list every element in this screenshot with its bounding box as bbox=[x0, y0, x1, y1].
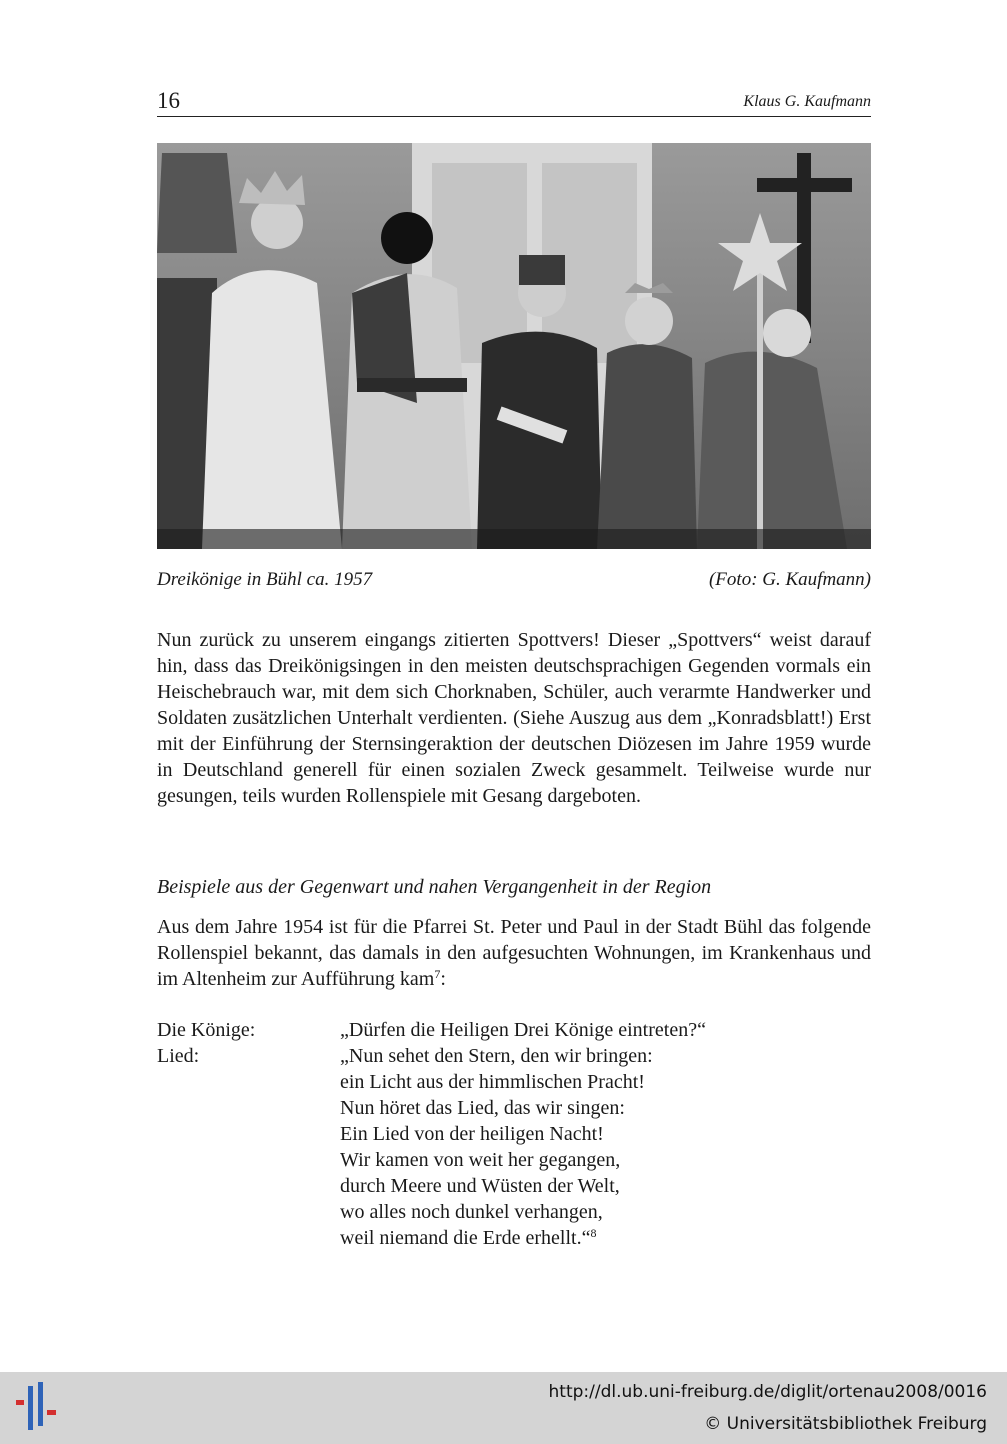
play-script bbox=[157, 1017, 706, 1251]
library-footer bbox=[0, 1372, 1007, 1444]
script-speaker-song: Lied: bbox=[157, 1045, 200, 1067]
photo-figure-3 bbox=[477, 332, 602, 549]
running-header-author: Klaus G. Kaufmann bbox=[743, 93, 871, 110]
footer-url-link[interactable]: http://dl.ub.uni-freiburg.de/diglit/ortenau2008/0016 bbox=[548, 1382, 987, 1402]
section-subheading: Beispiele aus der Gegenwart und nahen Vergangenheit in der Region bbox=[157, 876, 712, 898]
photo-lamp bbox=[157, 153, 237, 253]
body-paragraph-2-text: Aus dem Jahre 1954 ist für die Pfarrei St. Peter und Paul in der Stadt Bühl das folgende Rollenspiel bekannt, das damals in den aufgesuchten Wohnungen, im Krankenhaus und im Altenheim zur Aufführung kam bbox=[157, 916, 871, 990]
photo-three-kings bbox=[157, 143, 871, 549]
body-paragraph-2-end: : bbox=[440, 968, 446, 990]
script-song-lyrics bbox=[340, 1043, 653, 1251]
header-rule bbox=[157, 116, 871, 117]
photo-caption-title: Dreikönige in Bühl ca. 1957 bbox=[157, 569, 373, 590]
footnote-ref-7[interactable]: 7 bbox=[434, 967, 441, 981]
song-lyrics-text: „Nun sehet den Stern, den wir bringen: ein Licht aus der himmlischen Pracht! Nun höret das Lied, das wir singen: Ein Lied von der heiligen Nacht! Wir kamen von weit her gegangen, durch Meere und Wüsten der Welt, wo alles noch dunkel verhangen, weil niemand die Erde erhellt.“ bbox=[340, 1045, 653, 1249]
ub-freiburg-logo-icon bbox=[14, 1382, 62, 1434]
page-number: 16 bbox=[157, 88, 180, 113]
body-paragraph-2 bbox=[157, 914, 871, 992]
photo-caption-credit: (Foto: G. Kaufmann) bbox=[708, 569, 871, 590]
script-row-kings bbox=[157, 1017, 706, 1043]
footnote-ref-8[interactable]: 8 bbox=[590, 1226, 597, 1240]
script-speaker-kings: Die Könige: bbox=[157, 1019, 256, 1041]
footer-copyright: © Universitätsbibliothek Freiburg bbox=[704, 1414, 987, 1434]
script-line-kings: „Dürfen die Heiligen Drei Könige eintreten?“ bbox=[340, 1019, 706, 1041]
script-row-song bbox=[157, 1043, 706, 1251]
body-paragraph-1: Nun zurück zu unserem eingangs zitierten Spottvers! Dieser „Spottvers“ weist darauf hin, dass das Dreikönigsingen in den meisten deutschsprachigen Gegenden vormals ein Heischebrauch war, mit dem sich Chorknaben, Schüler, auch verarmte Handwerker und Soldaten zusätzlichen Unterhalt verdienten. (Siehe Auszug aus dem „Konradsblatt!) Erst mit der Einführung der Sternsingeraktion der deutschen Diözesen im Jahre 1959 wurde in Deutschland generell für einen sozialen Zweck gesammelt. Teilweise wurde nur gesungen, teils wurden Rollenspiele mit Gesang dargeboten. bbox=[157, 629, 871, 807]
photo-figure-4 bbox=[597, 344, 697, 549]
